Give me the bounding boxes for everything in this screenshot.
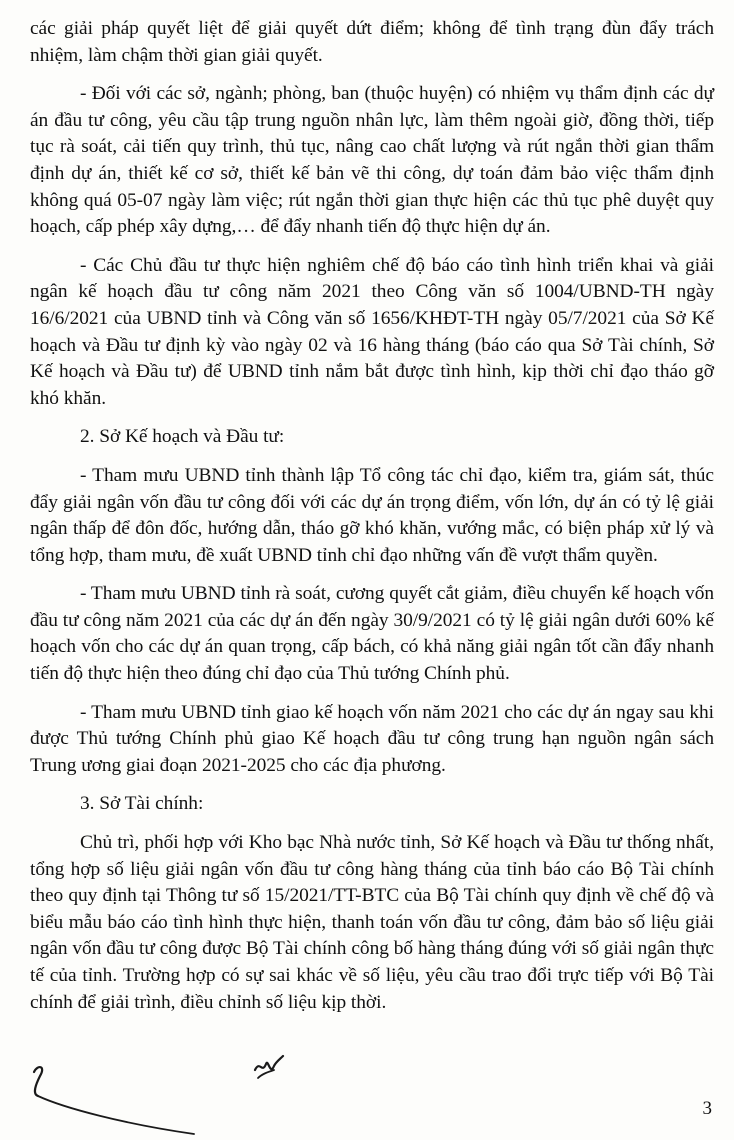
paragraph-investors-reporting: - Các Chủ đầu tư thực hiện nghiêm chế độ báo cáo tình hình triển khai và giải ngân kế hoạch đầu tư công năm 2021 theo Công văn số 1004/UBND-TH ngày 16/6/2021 của UBND tỉnh và Công văn số 1656/KHĐT-TH ngày 05/7/2021 của Sở Kế hoạch và Đầu tư định kỳ vào ngày 02 và 16 hàng tháng (báo cáo qua Sở Tài chính, Sở Kế hoạch và Đầu tư) để UBND tỉnh nắm bắt được tình hình, kịp thời chỉ đạo tháo gỡ khó khăn. <box>30 254 714 409</box>
paragraph-review-cut: - Tham mưu UBND tỉnh rà soát, cương quyết cắt giảm, điều chuyển kế hoạch vốn đầu tư công năm 2021 của các dự án đến ngày 30/9/2021 có tỷ lệ giải ngân dưới 60% kế hoạch vốn cho các dự án quan trọng, cấp bách, có khả năng giải ngân tốt cần đẩy nhanh tiến độ thực hiện theo đúng chỉ đạo của Thủ tướng Chính phủ. <box>30 583 714 685</box>
paragraph-finance-dept: Chủ trì, phối hợp với Kho bạc Nhà nước tỉnh, Sở Kế hoạch và Đầu tư thống nhất, tổng hợp số liệu giải ngân vốn đầu tư công hàng tháng của tỉnh báo cáo Bộ Tài chính theo quy định tại Thông tư số 15/2021/TT-BTC của Bộ Tài chính quy định về chế độ và biểu mẫu báo cáo tình hình thực hiện, thanh toán vốn đầu tư công, đảm bảo số liệu giải ngân vốn đầu tư công được Bộ Tài chính công bố hàng tháng đúng với số giải ngân thực tế của tỉnh. Trường hợp có sự sai khác về số liệu, yêu cầu trao đổi trực tiếp với Bộ Tài chính để giải trình, điều chỉnh số liệu kịp thời. <box>30 832 714 1013</box>
handwritten-signature-flourish <box>24 1058 214 1138</box>
handwritten-initial-mark <box>252 1052 286 1082</box>
heading-section-3: 3. Sở Tài chính: <box>80 793 204 815</box>
document-body <box>30 16 714 1016</box>
paragraph-assign-plan: - Tham mưu UBND tỉnh giao kế hoạch vốn năm 2021 cho các dự án ngay sau khi được Thủ tướng Chính phủ giao Kế hoạch đầu tư công trung hạn nguồn ngân sách Trung ương giai đoạn 2021-2025 cho các địa phương. <box>30 701 714 776</box>
heading-section-2: 2. Sở Kế hoạch và Đầu tư: <box>80 426 285 448</box>
page-number: 3 <box>702 1098 712 1119</box>
paragraph-continuation: các giải pháp quyết liệt để giải quyết dứt điểm; không để tình trạng đùn đẩy trách nhiệm, làm chậm thời gian giải quyết. <box>30 18 714 66</box>
paragraph-appraisal-agencies: - Đối với các sở, ngành; phòng, ban (thuộc huyện) có nhiệm vụ thẩm định các dự án đầu tư công, yêu cầu tập trung nguồn nhân lực, làm thêm ngoài giờ, đồng thời, tiếp tục rà soát, cải tiến quy trình, thủ tục, nâng cao chất lượng và rút ngắn thời gian thẩm định dự án, thiết kế cơ sở, thiết kế bản vẽ thi công, dự toán đảm bảo việc thẩm định không quá 05-07 ngày làm việc; rút ngắn thời gian thực hiện các thủ tục phê duyệt quy hoạch, cấp phép xây dựng,… để đẩy nhanh tiến độ thực hiện dự án. <box>30 83 714 238</box>
paragraph-task-force: - Tham mưu UBND tỉnh thành lập Tổ công tác chỉ đạo, kiểm tra, giám sát, thúc đẩy giải ngân vốn đầu tư công đối với các dự án trọng điểm, vốn lớn, dự án có tỷ lệ giải ngân thấp để đôn đốc, hướng dẫn, tháo gỡ khó khăn, vướng mắc, có biện pháp xử lý và tổng hợp, tham mưu, đề xuất UBND tỉnh chỉ đạo những vấn đề vượt thẩm quyền. <box>30 464 714 566</box>
